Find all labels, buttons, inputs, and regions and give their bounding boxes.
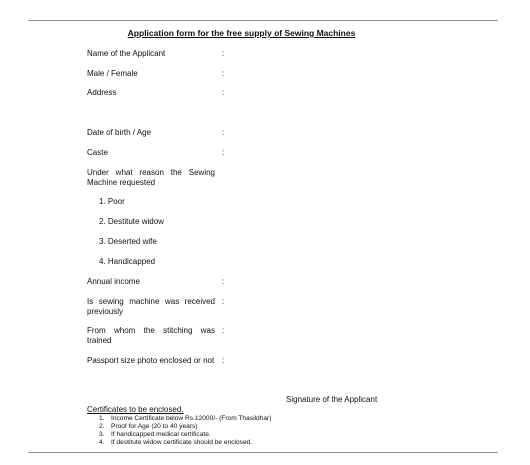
reason-option-2: 2. Destitute widow bbox=[99, 217, 164, 226]
certificate-text: If destitute widow certificate should be enclosed. bbox=[111, 439, 253, 446]
field-label-reason: Under what reason the Sewing Machine requested bbox=[87, 168, 215, 187]
field-label-annual-income: Annual income bbox=[87, 277, 140, 286]
field-label-name: Name of the Applicant bbox=[87, 49, 166, 58]
reason-option-4: 4. Handicapped bbox=[99, 257, 156, 266]
certificate-text: If handicapped medical certificate. bbox=[111, 431, 211, 438]
colon-received-previously: : bbox=[222, 297, 225, 306]
reason-option-1: 1. Poor bbox=[99, 197, 125, 206]
field-label-caste: Caste bbox=[87, 148, 108, 157]
reason-option-3: 3. Deserted wife bbox=[99, 237, 157, 246]
colon-name: : bbox=[222, 49, 225, 58]
colon-photo: : bbox=[222, 356, 225, 365]
colon-address: : bbox=[222, 88, 225, 97]
field-label-address: Address bbox=[87, 88, 117, 97]
colon-gender: : bbox=[222, 69, 225, 78]
certificates-list bbox=[99, 415, 271, 447]
colon-caste: : bbox=[222, 148, 225, 157]
certificate-number: 4. bbox=[99, 439, 105, 446]
field-label-photo: Passport size photo enclosed or not bbox=[87, 356, 215, 365]
certificate-item bbox=[99, 439, 271, 447]
field-label-dob-age: Date of birth / Age bbox=[87, 128, 152, 137]
bottom-rule bbox=[28, 452, 498, 453]
field-label-trained-by: From whom the stitching was trained bbox=[87, 326, 215, 345]
certificates-heading: Certificates to be enclosed. bbox=[87, 405, 184, 414]
form-title: Application form for the free supply of Sewing Machines bbox=[127, 28, 356, 38]
field-label-received-previously: Is sewing machine was received previously bbox=[87, 297, 215, 316]
certificate-item bbox=[99, 431, 271, 439]
colon-dob-age: : bbox=[222, 128, 225, 137]
certificate-number: 2. bbox=[99, 423, 105, 430]
certificate-text: Proof for Age (20 to 40 years) bbox=[111, 423, 198, 430]
certificate-number: 1. bbox=[99, 415, 105, 422]
certificate-text: Income Certificate below Rs.12000/- (From Thasildhar) bbox=[111, 415, 272, 422]
top-rule bbox=[28, 20, 498, 21]
certificate-item bbox=[99, 415, 271, 423]
certificate-item bbox=[99, 423, 271, 431]
colon-trained-by: : bbox=[222, 326, 225, 335]
field-label-gender: Male / Female bbox=[87, 69, 138, 78]
colon-annual-income: : bbox=[222, 277, 225, 286]
certificate-number: 3. bbox=[99, 431, 105, 438]
signature-label: Signature of the Applicant bbox=[286, 395, 378, 404]
